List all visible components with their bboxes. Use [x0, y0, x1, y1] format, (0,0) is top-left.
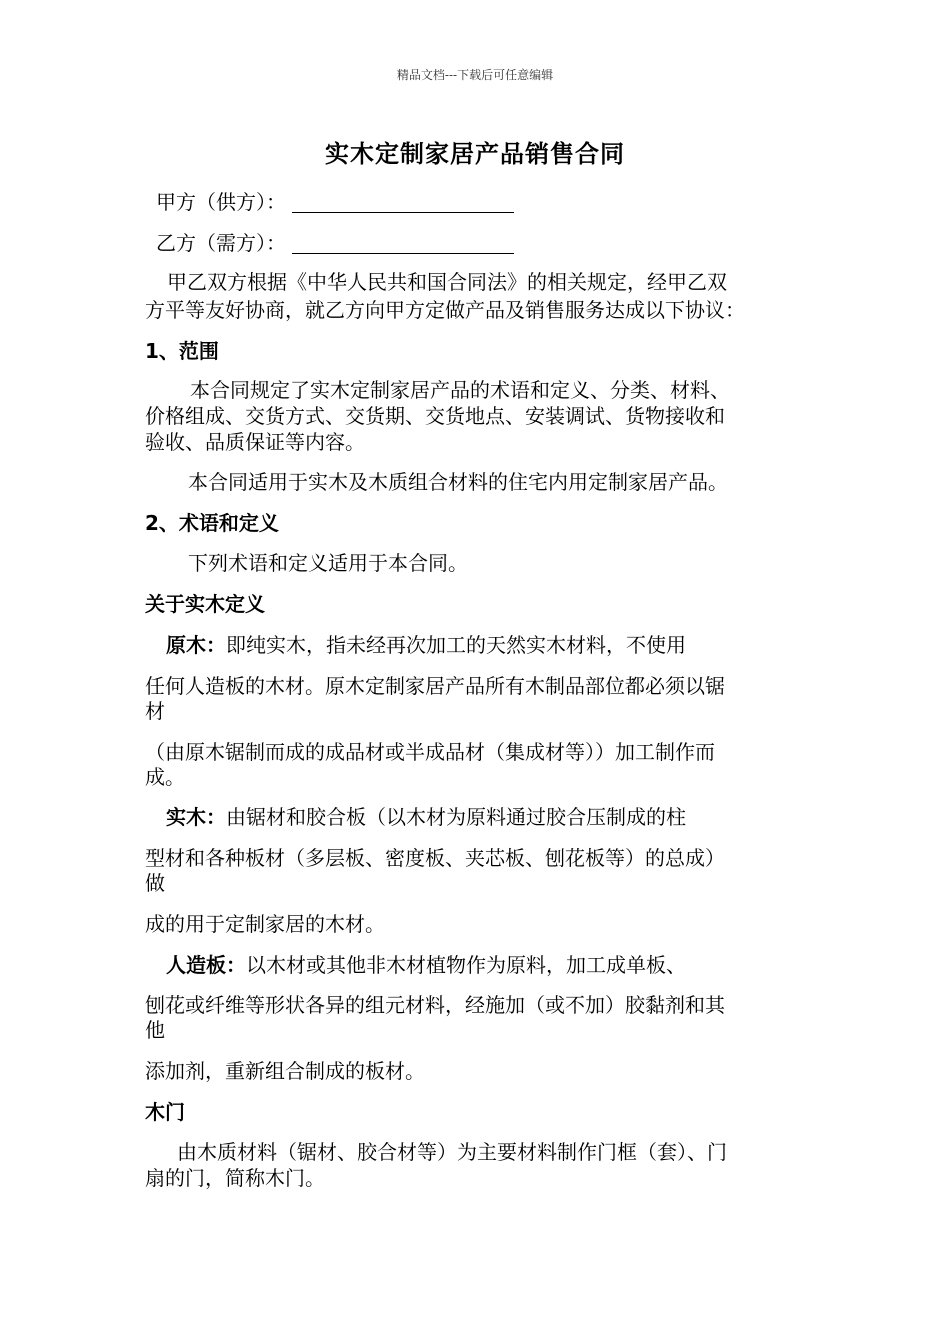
- party-a-blank[interactable]: [292, 190, 514, 213]
- door-definition-line-1: 由木质材料（锯材、胶合材等）为主要材料制作门框（套）、门: [177, 1140, 727, 1164]
- page-header: 精品文档---下载后可任意编辑: [396, 68, 554, 82]
- intro-line-2: 方平等友好协商，就乙方向甲方定做产品及销售服务达成以下协议：: [145, 298, 745, 322]
- section-2-para-1: 下列术语和定义适用于本合同。: [188, 551, 468, 575]
- renzao-definition-line-2: 刨花或纤维等形状各异的组元材料，经施加（或不加）胶黏剂和其: [145, 993, 725, 1017]
- document-title: 实木定制家居产品销售合同: [325, 140, 625, 168]
- yuanmu-term: 原木：: [166, 633, 226, 657]
- renzao-text-1: 以木材或其他非木材植物作为原料，加工成单板、: [246, 953, 686, 977]
- section-1-para-1-line-1: 本合同规定了实木定制家居产品的术语和定义、分类、材料、: [190, 378, 730, 402]
- shimu-text-1: 由锯材和胶合板（以木材为原料通过胶合压制成的柱: [226, 805, 686, 829]
- yuanmu-definition-line-3: 材: [145, 699, 165, 723]
- section-1-para-1-line-3: 验收、品质保证等内容。: [145, 430, 365, 454]
- yuanmu-definition-line-4: （由原木锯制而成的成品材或半成品材（集成材等））加工制作而: [145, 740, 715, 764]
- yuanmu-definition-line-2: 任何人造板的木材。原木定制家居产品所有木制品部位都必须以锯: [145, 674, 725, 698]
- party-a-line: [156, 190, 514, 215]
- wood-definitions-heading: 关于实木定义: [145, 592, 265, 616]
- door-definition-line-2: 扇的门，简称木门。: [145, 1166, 325, 1190]
- door-heading: 木门: [145, 1100, 185, 1124]
- section-1-heading: 1、范围: [145, 339, 219, 363]
- yuanmu-definition-line-1: [166, 633, 686, 658]
- renzao-definition-line-3: 他: [145, 1018, 165, 1042]
- intro-line-1: 甲乙双方根据《中华人民共和国合同法》的相关规定，经甲乙双: [167, 270, 727, 294]
- yuanmu-definition-line-5: 成。: [145, 765, 185, 789]
- yuanmu-text-1: 即纯实木，指未经再次加工的天然实木材料，不使用: [226, 633, 686, 657]
- party-a-label: 甲方（供方）：: [156, 190, 286, 214]
- shimu-definition-line-2: 型材和各种板材（多层板、密度板、夹芯板、刨花板等）的总成）: [145, 846, 725, 870]
- party-b-line: [156, 231, 514, 256]
- renzao-definition-line-4: 添加剂，重新组合制成的板材。: [145, 1059, 425, 1083]
- shimu-term: 实木：: [166, 805, 226, 829]
- section-2-heading: 2、术语和定义: [145, 511, 279, 535]
- renzao-definition-line-1: [166, 953, 686, 978]
- section-1-para-1-line-2: 价格组成、交货方式、交货期、交货地点、安装调试、货物接收和: [145, 404, 725, 428]
- shimu-definition-line-3: 做: [145, 871, 165, 895]
- party-b-label: 乙方（需方）：: [156, 231, 286, 255]
- shimu-definition-line-1: [166, 805, 686, 830]
- section-1-para-2: 本合同适用于实木及木质组合材料的住宅内用定制家居产品。: [188, 470, 728, 494]
- shimu-definition-line-4: 成的用于定制家居的木材。: [145, 912, 385, 936]
- renzao-term: 人造板：: [166, 953, 246, 977]
- party-b-blank[interactable]: [292, 231, 514, 254]
